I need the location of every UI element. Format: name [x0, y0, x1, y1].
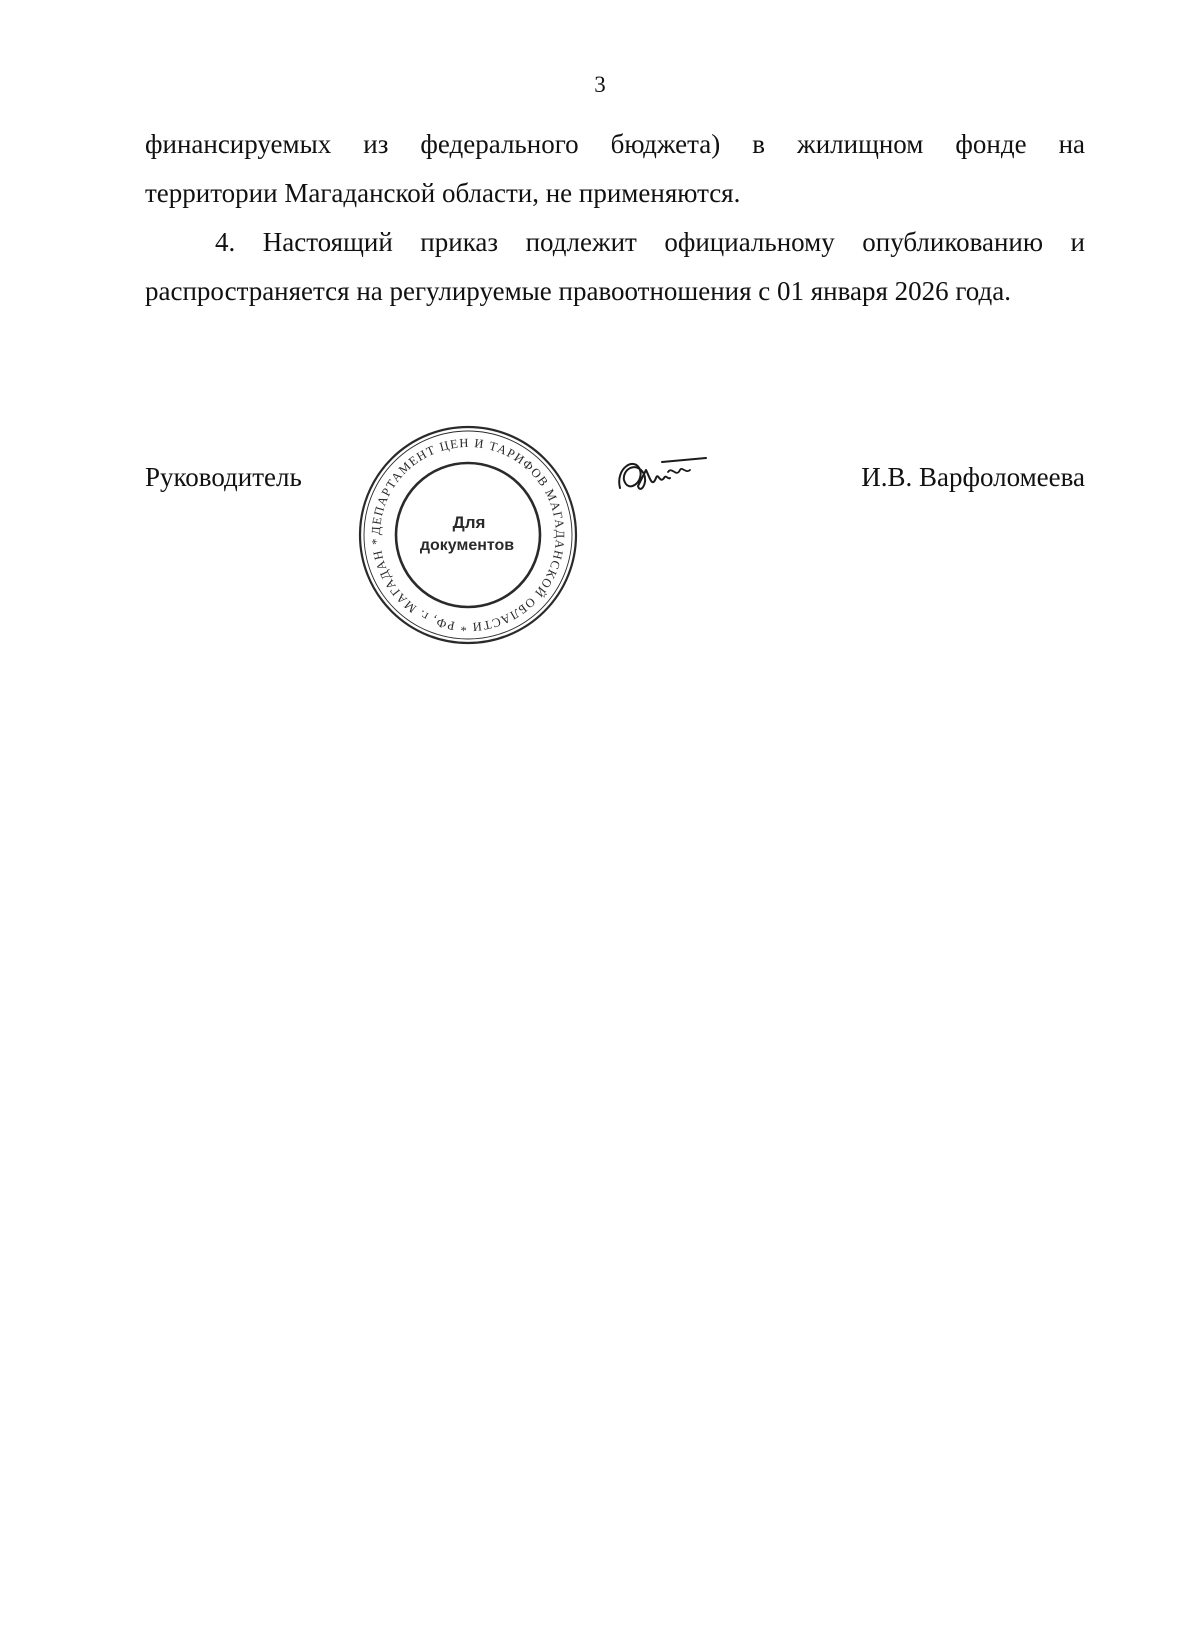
seal-center-line2: документов [419, 537, 515, 554]
seal-inner-ring [396, 463, 540, 607]
paragraph-line-justified: 4. Настоящий приказ подлежит официальному опубликованию и [215, 227, 1085, 257]
seal-outer-ring [360, 427, 576, 643]
paragraph-item-4 [145, 218, 1085, 316]
signer-title: Руководитель [145, 462, 302, 492]
seal-center-line1: Для [452, 513, 486, 532]
official-seal [355, 422, 581, 648]
handwritten-signature [610, 448, 710, 508]
seal-ring-text: ДЕПАРТАМЕНТ ЦЕН И ТАРИФОВ МАГАДАНСКОЙ ОБЛАСТИ * РФ, г. МАГАДАН * [368, 435, 568, 635]
paragraph-line: территории Магаданской области, не применяются. [145, 178, 741, 208]
page-number: 3 [594, 72, 606, 97]
paragraph-line: распространяется на регулируемые правоотношения с 01 января 2026 года. [145, 276, 1012, 306]
paragraph-continuation [145, 120, 1085, 218]
signer-name: И.В. Варфоломеева [861, 462, 1085, 492]
paragraph-line-justified: финансируемых из федерального бюджета) в жилищном фонде на [145, 129, 1085, 159]
